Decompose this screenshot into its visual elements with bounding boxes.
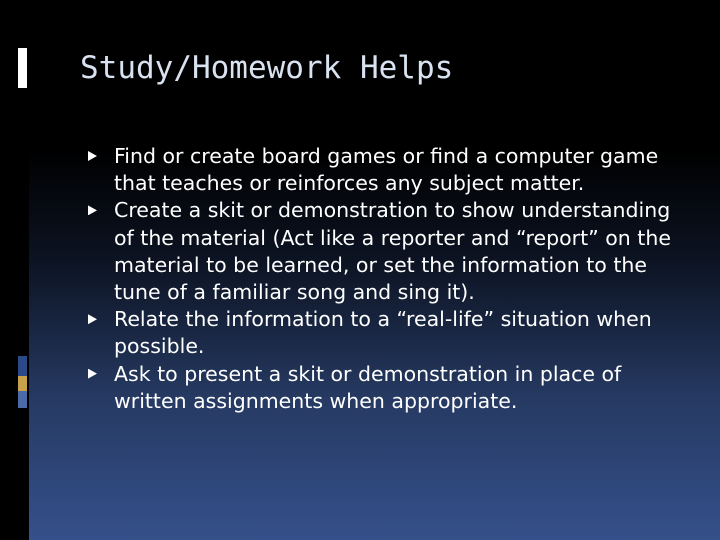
bullet-text: Relate the information to a “real-life” situation when possible. — [114, 307, 652, 359]
triangle-bullet-icon — [88, 314, 97, 324]
slide-title: Study/Homework Helps — [80, 50, 454, 86]
accent-bar-blue — [18, 356, 27, 376]
bullet-item — [88, 143, 688, 197]
bullet-text: Create a skit or demonstration to show understanding of the material (Act like a reporter and “report” on the material to be learned, or set the information to the tune of a familiar song and sing it). — [114, 198, 671, 305]
triangle-bullet-icon — [88, 369, 97, 379]
accent-bar-white-bottom — [18, 62, 27, 88]
bullet-text: Find or create board games or find a computer game that teaches or reinforces any subject matter. — [114, 144, 659, 196]
triangle-bullet-icon — [88, 151, 97, 161]
accent-bar-white-top — [18, 48, 27, 62]
accent-bar-light-blue — [18, 391, 27, 408]
bullet-item — [88, 197, 688, 306]
bullet-list — [88, 143, 688, 415]
bullet-item — [88, 361, 688, 415]
accent-bar-gold — [18, 376, 27, 391]
bullet-item — [88, 306, 688, 360]
bullet-text: Ask to present a skit or demonstration in place of written assignments when appropriate. — [114, 361, 622, 413]
triangle-bullet-icon — [88, 205, 97, 215]
left-decorative-strip — [0, 0, 29, 540]
